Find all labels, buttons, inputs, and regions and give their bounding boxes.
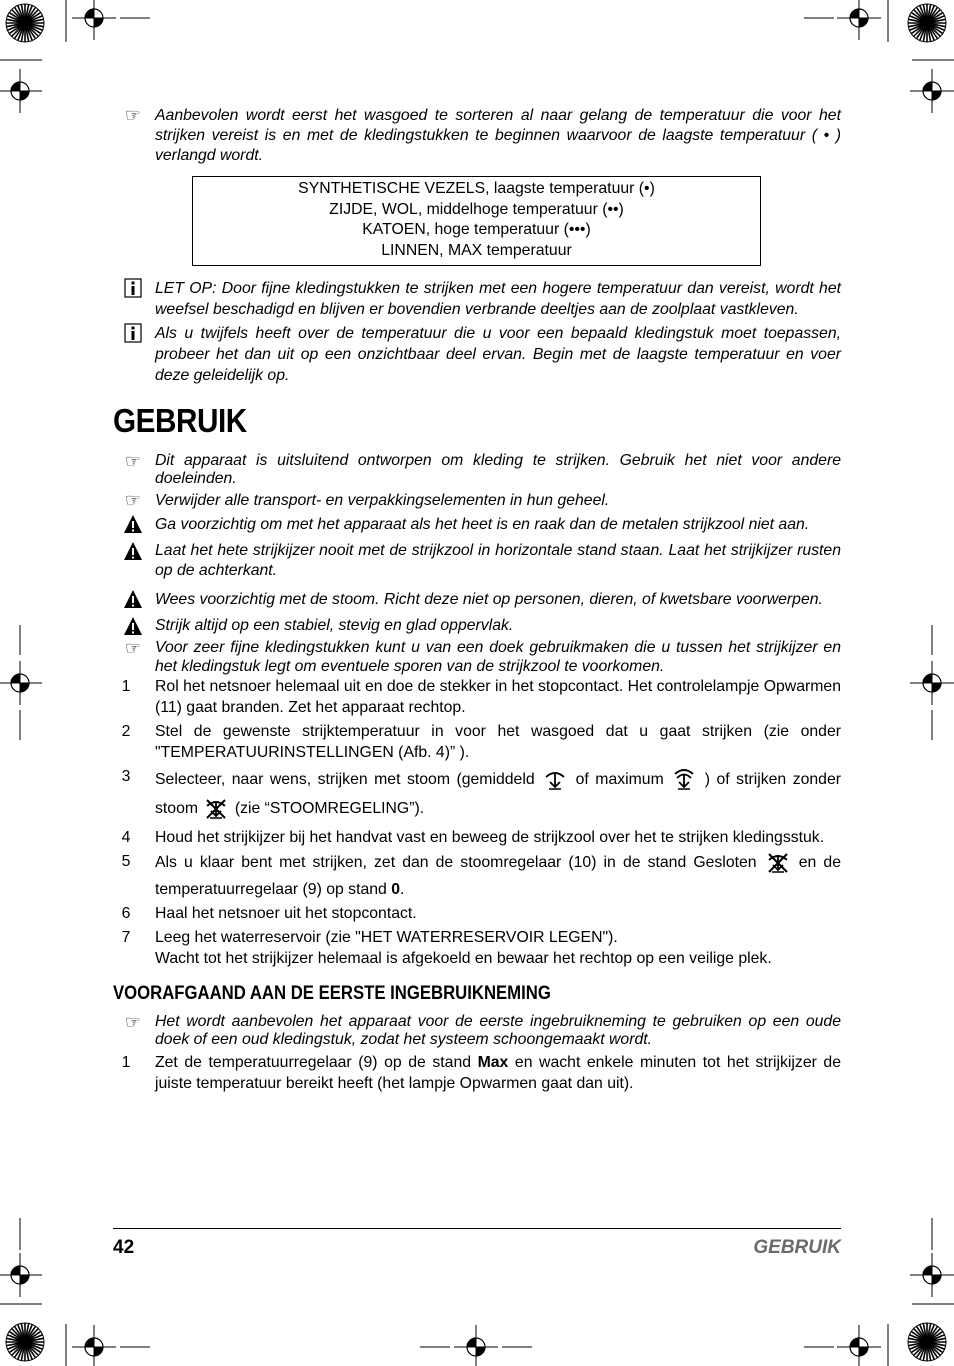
section-title: GEBRUIK (113, 402, 247, 439)
step-item: 4 Houd het strijkijzer bij het handvat vast en beweeg de strijkzool over het te strijken kledingsstuk. (113, 828, 841, 848)
page-number: 42 (113, 1237, 135, 1258)
table-row: KATOEN, hoge temperatuur (•••) (362, 221, 591, 238)
hand-note: ☞ Het wordt aanbevolen het apparaat voor de eerste ingebruikneming te gebruiken op een oude doek of een oud kledingstuk, zodat het systeem schoongemaakt wordt. (113, 1013, 841, 1049)
step-item: 3 Selecteer, naar wens, strijken met stoom (gemiddeld of maximum ) of strijken zonder stoom (zie “STOOMREGELING”). (113, 766, 841, 825)
step-item: 5 Als u klaar bent met strijken, zet dan de stoomregelaar (10) in de stand Gesloten en de temperatuurregelaar (9) op stand 0. (113, 851, 841, 900)
footer-divider (113, 1228, 841, 1229)
warning-note: Ga voorzichtig om met het apparaat als het heet is en raak dan de metalen strijkzool niet aan. (113, 514, 841, 535)
pointing-hand-icon: ☞ (124, 451, 142, 472)
table-row: LINNEN, MAX temperatuur (381, 241, 572, 259)
temperature-table (192, 176, 761, 266)
info-note: LET OP: Door fijne kledingstukken te strijken met een hogere temperatuur dan vereist, wordt het weefsel beschadigd en blijven er bovendien verbrande deeltjes aan de zoolplaat vastkleven. (113, 278, 841, 320)
pointing-hand-icon: ☞ (124, 638, 142, 659)
step-number: 7 (121, 929, 131, 946)
hand-note: ☞ Voor zeer fijne kledingstukken kunt u van een doek gebruikmaken die u tussen het strijkijzer en het kledingstuk legt om eventuele sporen van de strijkzool te voorkomen. (113, 639, 841, 676)
hand-note: ☞ Dit apparaat is uitsluitend ontworpen om kleding te strijken. Gebruik het niet voor andere doeleinden. (113, 452, 841, 488)
steam-max-icon (672, 766, 696, 797)
warning-triangle-icon (120, 589, 146, 609)
step-item: 7 Leeg het waterreservoir (zie "HET WATERRESERVOIR LEGEN"). Wacht tot het strijkijzer helemaal is afgekoeld en bewaar het rechtop op een veilige plek. (113, 927, 841, 969)
step-number: 6 (121, 905, 131, 922)
warning-triangle-icon (120, 616, 146, 636)
step-item: 1 Zet de temperatuurregelaar (9) op de stand Max en wacht enkele minuten tot het strijkijzer de juiste temperatuur bereikt heeft (het lampje Opwarmen gaat dan uit). (113, 1052, 841, 1094)
step-number: 1 (121, 678, 131, 695)
step-number: 5 (121, 853, 131, 870)
step-number: 1 (121, 1054, 131, 1071)
warning-triangle-icon (120, 541, 146, 561)
step-number: 3 (121, 768, 131, 785)
footer-section-title: GEBRUIK (753, 1237, 841, 1258)
hand-note: ☞ Verwijder alle transport- en verpakkingselementen in hun geheel. (113, 491, 841, 511)
step-number: 2 (121, 723, 131, 740)
info-note: Als u twijfels heeft over de temperatuur die u voor een bepaald kledingstuk moet toepassen, probeer het dan uit op een onzichtbaar deel ervan. Begin met de laagste temperatuur en voer deze geleidelijk op. (113, 323, 841, 386)
pointing-hand-icon: ☞ (124, 490, 142, 511)
warning-note: Strijk altijd op een stabiel, stevig en glad oppervlak. (113, 616, 841, 636)
step-item: 6 Haal het netsnoer uit het stopcontact. (113, 903, 841, 924)
step-number: 4 (121, 829, 131, 846)
warning-note: Wees voorzichtig met de stoom. Richt deze niet op personen, dieren, of kwetsbare voorwerpen. (113, 589, 841, 610)
step-item: 1 Rol het netsnoer helemaal uit en doe de stekker in het stopcontact. Het controlelampje Opwarmen (11) gaat branden. Zet het apparaat rechtop. (113, 676, 841, 718)
steam-medium-icon (543, 768, 567, 797)
steam-off-icon (766, 851, 790, 879)
page-content (113, 106, 841, 1094)
table-row: ZIJDE, WOL, middelhoge temperatuur (••) (329, 200, 624, 218)
info-icon (120, 323, 146, 343)
subsection-title: VOORAFGAAND AAN DE EERSTE INGEBRUIKNEMING (113, 983, 551, 1004)
pointing-hand-icon: ☞ (124, 1012, 142, 1033)
warning-triangle-icon (120, 514, 146, 534)
pointing-hand-icon: ☞ (124, 105, 142, 126)
warning-note: Laat het hete strijkijzer nooit met de strijkzool in horizontale stand staan. Laat het strijkijzer rusten op de achterkant. (113, 541, 841, 581)
step-item: 2 Stel de gewenste strijktemperatuur in voor het wasgoed dat u gaat strijken (zie onder "TEMPERATUURINSTELLINGEN (Afb. 4)” ). (113, 721, 841, 763)
intro-note: ☞ Aanbevolen wordt eerst het wasgoed te sorteren al naar gelang de temperatuur die voor het strijken vereist is en met de kledingstukken te beginnen waarvoor de laagste temperatuur ( • ) verlangd wordt. (113, 106, 841, 166)
info-icon (120, 278, 146, 298)
steam-off-icon (204, 797, 228, 826)
table-row: SYNTHETISCHE VEZELS, laagste temperatuur (•) (298, 180, 655, 197)
